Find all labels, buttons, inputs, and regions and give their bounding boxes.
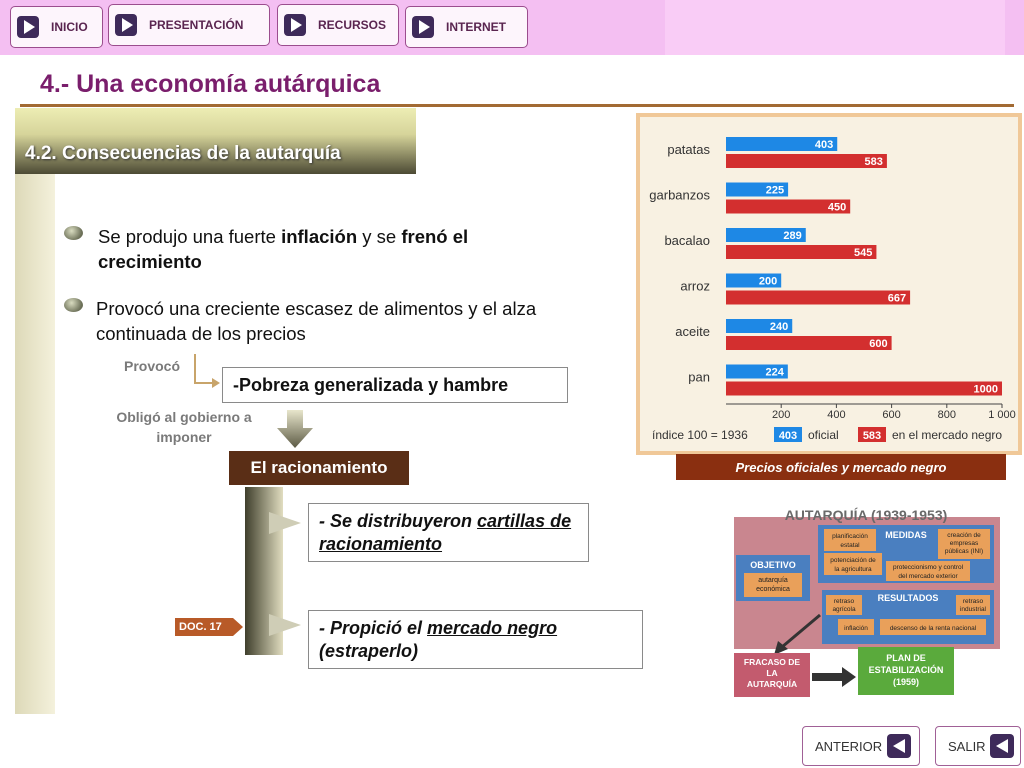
medida-text: potenciación de: [830, 557, 876, 564]
nav-recursos-button[interactable]: [277, 4, 399, 46]
medida-text: empresas: [949, 540, 979, 547]
bullet-escasez: Provocó una creciente escasez de alimentos y el alza continuada de los precios: [96, 298, 537, 344]
title-divider: [20, 104, 1014, 107]
chart-category-label: pan: [688, 369, 710, 385]
plan-text: ESTABILIZACIÓN: [868, 665, 944, 675]
doc-17-arrow-icon: [233, 618, 243, 636]
bullet-icon: [64, 298, 83, 312]
box-cartillas: [308, 503, 589, 562]
resultados-label: RESULTADOS: [877, 593, 939, 603]
salir-label: SALIR: [948, 738, 986, 754]
chart-bar-mercado-negro: [726, 154, 887, 168]
pointer-triangle-icon: [269, 614, 301, 636]
diagram-title: AUTARQUÍA (1939-1953): [784, 507, 948, 523]
fracaso-text: AUTARQUÍA: [746, 679, 798, 689]
chart-category-label: arroz: [680, 278, 710, 294]
box-text-underline: cartillas de racionamiento: [319, 511, 572, 554]
fracaso-text: LA: [766, 668, 778, 678]
chart-data-label: 225: [765, 184, 785, 197]
chart-legend-oficial: oficial: [808, 428, 839, 442]
chart-bar-mercado-negro: [726, 382, 1002, 396]
nav-label: RECURSOS: [318, 18, 387, 32]
chart-x-tick-label: 800: [937, 409, 956, 421]
objetivo-desc-line: económica: [756, 586, 790, 593]
chart-data-label: 450: [827, 201, 847, 214]
chart-data-label: 403: [814, 139, 834, 151]
chart-data-label: 667: [887, 292, 907, 305]
box-mercado-negro: [308, 610, 643, 669]
salir-button[interactable]: [935, 726, 1021, 766]
bullet-text-part: y se: [357, 226, 402, 247]
nav-internet-button[interactable]: [405, 6, 528, 48]
anterior-label: ANTERIOR: [815, 738, 883, 754]
box-pobreza: -Pobreza generalizada y hambre: [222, 367, 568, 403]
chart-data-label: 240: [769, 321, 789, 333]
resultado-text: retraso: [962, 598, 984, 605]
connector-arrow-icon: [212, 378, 220, 388]
plan-text: (1959): [892, 677, 920, 687]
objetivo-label: OBJETIVO: [750, 560, 796, 570]
chart-x-tick-label: 1 000: [988, 409, 1016, 421]
fracaso-text: FRACASO DE: [743, 657, 801, 667]
chart-legend-sample: 403: [778, 430, 798, 442]
chart-data-label: 289: [783, 230, 802, 242]
left-decorative-column: [15, 174, 55, 714]
resultado-text: descenso de la renta nacional: [889, 625, 977, 632]
chart-frame: [636, 113, 1022, 455]
bullet-text-part: Se produjo una fuerte: [98, 226, 282, 247]
play-icon: [412, 16, 434, 38]
page-title: 4.- Una economía autárquica: [40, 70, 381, 98]
back-arrow-icon: [887, 734, 911, 758]
chart-data-label: 583: [864, 156, 883, 168]
chart-data-label: 545: [854, 247, 873, 259]
medida-text: planificación: [832, 533, 868, 540]
bullet-inflation: [98, 224, 558, 274]
nav-label: INTERNET: [446, 20, 506, 34]
bullet-bold-crecimiento: frenó el crecimiento: [98, 226, 469, 272]
exit-arrow-icon: [990, 734, 1014, 758]
section-title: 4.2. Consecuencias de la autarquía: [25, 143, 341, 164]
medida-text: la agricultura: [834, 566, 872, 573]
play-icon: [17, 16, 39, 38]
nav-inicio-button[interactable]: [10, 6, 103, 48]
chart-legend-sample: 583: [862, 430, 882, 442]
medidas-label: MEDIDAS: [885, 530, 927, 540]
play-icon: [115, 14, 137, 36]
box-text-prefix: - Propició el: [319, 618, 428, 638]
medida-text: estatal: [840, 542, 860, 549]
objetivo-desc-line: autarquía: [758, 577, 788, 584]
box-text-underline: mercado negro: [427, 618, 558, 638]
play-icon: [284, 14, 306, 36]
doc-17-link[interactable]: DOC. 17: [175, 618, 233, 636]
connector-line: [194, 354, 212, 384]
chart-category-label: bacalao: [664, 233, 710, 248]
box-text-suffix: (estraperlo): [319, 641, 419, 661]
label-provoco: Provocó: [123, 358, 180, 374]
resultado-text: industrial: [959, 606, 987, 613]
resultado-text: agrícola: [832, 606, 856, 613]
pointer-triangle-icon: [269, 512, 301, 534]
racionamiento-label: El racionamiento: [229, 451, 409, 485]
chart-x-tick-label: 600: [882, 409, 901, 421]
medida-text: proteccionismo y control: [892, 564, 964, 571]
nav-label: PRESENTACIÓN: [149, 18, 244, 32]
medida-text: creación de: [947, 532, 981, 539]
down-arrow-icon: [275, 410, 315, 448]
top-nav-right-panel: [665, 0, 1005, 55]
plan-arrow-icon: [812, 667, 856, 687]
box-text-prefix: - Se distribuyeron: [319, 511, 478, 531]
chart-data-label: 1000: [973, 383, 998, 396]
nav-label: INICIO: [51, 20, 88, 34]
plan-text: PLAN DE: [886, 653, 926, 663]
resultado-text: retraso: [833, 598, 855, 605]
anterior-button[interactable]: [802, 726, 920, 766]
chart-bar-mercado-negro: [726, 291, 910, 305]
chart-x-tick-label: 200: [772, 409, 791, 421]
label-obligo: Obligó al gobierno a imponer: [116, 409, 252, 445]
medida-text: públicas (INI): [944, 548, 984, 555]
chart-legend-index: índice 100 = 1936: [652, 428, 748, 442]
bullet-icon: [64, 226, 83, 240]
resultado-text: inflación: [844, 625, 868, 632]
chart-category-label: garbanzos: [649, 187, 710, 203]
prices-bar-chart: [640, 117, 1018, 451]
chart-category-label: aceite: [675, 324, 710, 339]
chart-data-label: 200: [758, 275, 778, 288]
chart-data-label: 600: [869, 338, 888, 350]
medida-text: del mercado exterior: [898, 573, 958, 580]
chart-bar-mercado-negro: [726, 336, 892, 350]
nav-presentacion-button[interactable]: [108, 4, 270, 46]
bullet-bold-inflacion: inflación: [281, 226, 358, 247]
chart-data-label: 224: [765, 366, 784, 379]
chart-x-tick-label: 400: [827, 409, 846, 421]
chart-legend-mercado: en el mercado negro: [892, 428, 1003, 442]
chart-category-label: patatas: [667, 142, 710, 157]
chart-caption: Precios oficiales y mercado negro: [676, 454, 1006, 480]
autarquia-diagram: [730, 505, 1010, 700]
